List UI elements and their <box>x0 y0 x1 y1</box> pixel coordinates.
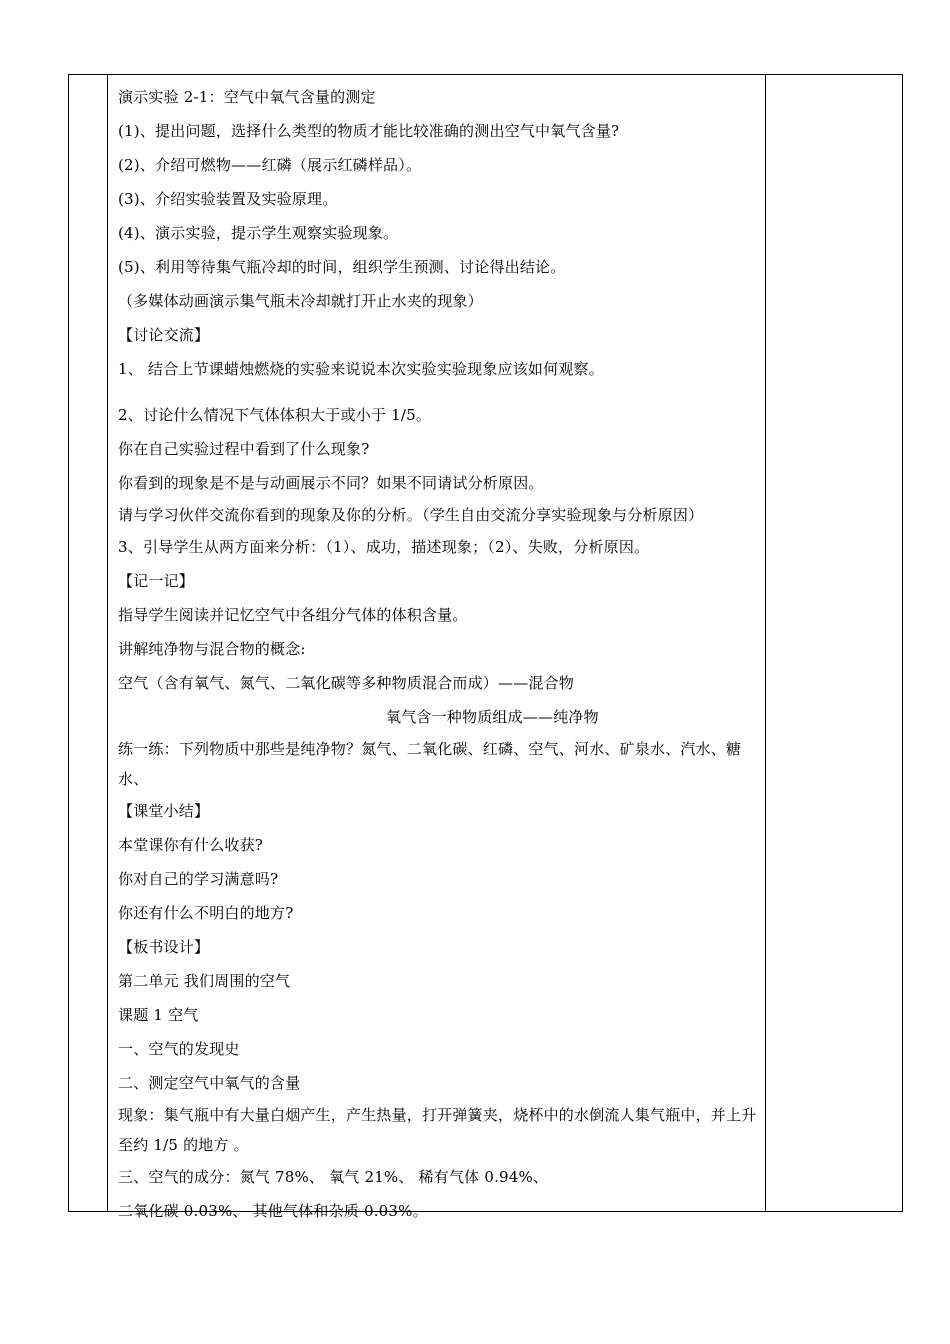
section-heading-board: 【板书设计】 <box>118 938 210 956</box>
discussion-exchange: 请与学习伙伴交流你看到的现象及你的分析。（学生自由交流分享实验现象与分析原因） <box>118 506 704 524</box>
step-2: (2)、介绍可燃物——红磷（展示红磷样品）。 <box>118 156 422 174</box>
step-5: (5)、利用等待集气瓶冷却的时间，组织学生预测、讨论得出结论。 <box>118 258 566 276</box>
board-phenomenon: 现象：集气瓶中有大量白烟产生，产生热量，打开弹簧夹，烧杯中的水倒流人集气瓶中，并上升至约 1/5 的地方 。 <box>118 1106 757 1154</box>
step-4: (4)、演示实验，提示学生观察实验现象。 <box>118 224 399 242</box>
discussion-question-2: 你看到的现象是不是与动画展示不同？如果不同请试分析原因。 <box>118 474 544 492</box>
experiment-title: 演示实验 2-1：空气中氧气含量的测定 <box>118 88 376 106</box>
section-heading-discussion: 【讨论交流】 <box>118 326 210 344</box>
board-point-2: 二、测定空气中氧气的含量 <box>118 1074 301 1092</box>
summary-question-3: 你还有什么不明白的地方? <box>118 904 294 922</box>
multimedia-note: （多媒体动画演示集气瓶未冷却就打开止水夹的现象） <box>118 292 483 310</box>
section-heading-remember: 【记一记】 <box>118 572 195 590</box>
pure-substance-definition: 氧气含一种物质组成——纯净物 <box>386 708 599 726</box>
board-unit-title: 第二单元 我们周围的空气 <box>118 972 291 990</box>
board-point-3: 三、空气的成分：氮气 78%、 氧气 21%、 稀有气体 0.94%、 <box>118 1168 549 1186</box>
spacer <box>118 386 758 398</box>
discussion-item-1: 1、 结合上节课蜡烛燃烧的实验来说说本次实验实验现象应该如何观察。 <box>118 360 604 378</box>
mixture-definition: 空气（含有氧气、氮气、二氧化碳等多种物质混合而成）——混合物 <box>118 674 575 692</box>
column-divider-left <box>107 75 108 1211</box>
column-divider-right <box>765 75 766 1211</box>
remember-item-1: 指导学生阅读并记忆空气中各组分气体的体积含量。 <box>118 606 468 624</box>
discussion-item-2: 2、讨论什么情况下气体体积大于或小于 1/5。 <box>118 406 432 424</box>
step-3: (3)、介绍实验装置及实验原理。 <box>118 190 338 208</box>
board-point-1: 一、空气的发现史 <box>118 1040 240 1058</box>
section-heading-summary: 【课堂小结】 <box>118 802 210 820</box>
summary-question-2: 你对自己的学习满意吗? <box>118 870 279 888</box>
step-1: (1)、提出问题，选择什么类型的物质才能比较准确的测出空气中氧气含量? <box>118 122 620 140</box>
remember-item-2: 讲解纯净物与混合物的概念: <box>118 640 306 658</box>
summary-question-1: 本堂课你有什么收获? <box>118 836 264 854</box>
board-point-3-cont: 二氧化碳 0.03%、 其他气体和杂质 0.03%。 <box>118 1202 428 1220</box>
discussion-question-1: 你在自己实验过程中看到了什么现象? <box>118 440 370 458</box>
discussion-item-3: 3、引导学生从两方面来分析：（1）、成功，描述现象；（2）、失败，分析原因。 <box>118 538 650 556</box>
practice-question: 练一练：下列物质中那些是纯净物？氮气、二氧化碳、红磷、空气、河水、矿泉水、汽水、糖水、 <box>118 740 742 788</box>
lesson-content <box>118 80 758 1228</box>
board-lesson-title: 课题 1 空气 <box>118 1006 199 1024</box>
